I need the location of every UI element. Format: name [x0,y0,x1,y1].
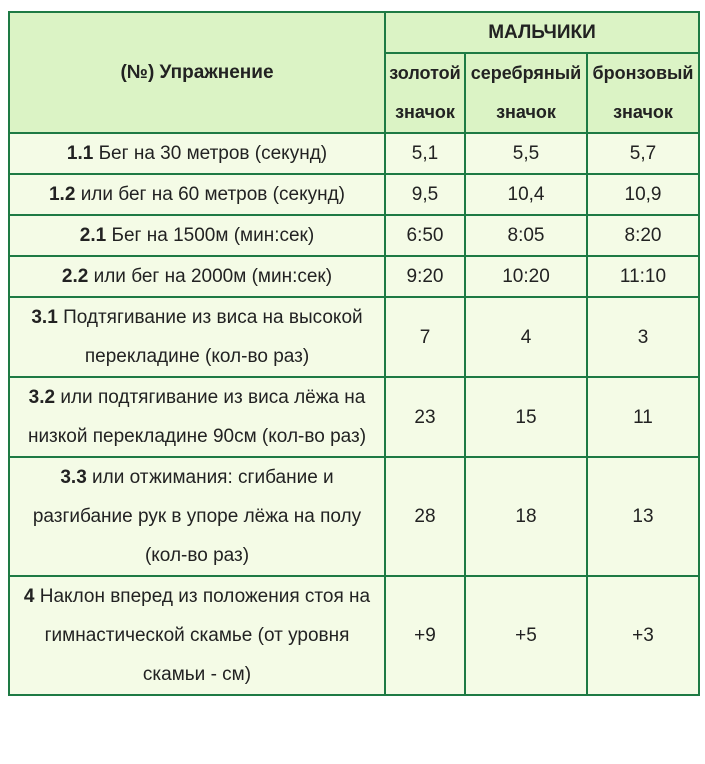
header-exercise: (№) Упражнение [9,12,385,133]
exercise-cell: 1.2 или бег на 60 метров (секунд) [9,174,385,215]
table-row [9,174,699,215]
exercise-cell: 3.1 Подтягивание из виса на высокой перекладине (кол-во раз) [9,297,385,377]
exercise-cell: 4 Наклон вперед из положения стоя на гимнастической скамье (от уровня скамьи - см) [9,576,385,695]
bronze-value: 10,9 [587,174,699,215]
gold-value: 9,5 [385,174,465,215]
gold-value: 9:20 [385,256,465,297]
exercise-cell: 3.2 или подтягивание из виса лёжа на низкой перекладине 90см (кол-во раз) [9,377,385,457]
bronze-value: 8:20 [587,215,699,256]
bronze-value: 13 [587,457,699,576]
gold-value: +9 [385,576,465,695]
exercise-cell: 2.2 или бег на 2000м (мин:сек) [9,256,385,297]
silver-value: 18 [465,457,587,576]
gold-value: 6:50 [385,215,465,256]
bronze-value: 5,7 [587,133,699,174]
header-silver-badge: серебряный значок [465,53,587,133]
norms-table [8,11,700,696]
silver-value: +5 [465,576,587,695]
table-row [9,215,699,256]
table-row [9,256,699,297]
silver-value: 4 [465,297,587,377]
silver-value: 5,5 [465,133,587,174]
header-gold-badge: золотой значок [385,53,465,133]
silver-value: 8:05 [465,215,587,256]
silver-value: 10:20 [465,256,587,297]
bronze-value: 11 [587,377,699,457]
table-row [9,297,699,377]
gold-value: 28 [385,457,465,576]
gold-value: 23 [385,377,465,457]
silver-value: 15 [465,377,587,457]
exercise-cell: 3.3 или отжимания: сгибание и разгибание рук в упоре лёжа на полу (кол-во раз) [9,457,385,576]
bronze-value: 3 [587,297,699,377]
table-row [9,133,699,174]
silver-value: 10,4 [465,174,587,215]
gold-value: 7 [385,297,465,377]
exercise-cell: 2.1 Бег на 1500м (мин:сек) [9,215,385,256]
gold-value: 5,1 [385,133,465,174]
header-bronze-badge: бронзовый значок [587,53,699,133]
bronze-value: +3 [587,576,699,695]
bronze-value: 11:10 [587,256,699,297]
table-row [9,377,699,457]
exercise-cell: 1.1 Бег на 30 метров (секунд) [9,133,385,174]
header-boys: МАЛЬЧИКИ [385,12,699,53]
table-row [9,457,699,576]
table-row [9,576,699,695]
